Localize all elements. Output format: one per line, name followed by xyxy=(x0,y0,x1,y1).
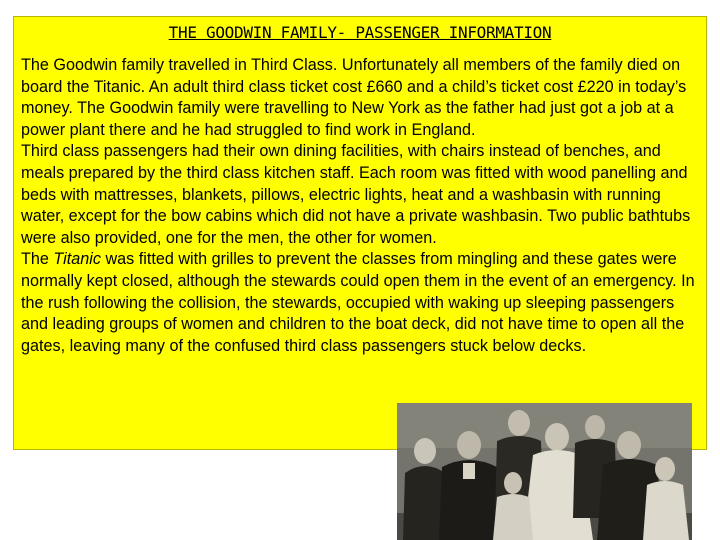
paragraph-third-class-facilities: Third class passengers had their own dining facilities, with chairs instead of benches, and meals prepared by the third class kitchen staff. Each room was fitted with wood panelling and beds with mattresses, blankets, pillows, electric lights, heat and a washbasin with running water, except for the bow cabins which did not have a private washbasin. Two public bathtubs were also provided, one for the men, the other for women. xyxy=(21,142,691,247)
page-title: THE GOODWIN FAMILY- PASSENGER INFORMATION xyxy=(168,23,552,42)
paragraph-grilles xyxy=(21,249,703,357)
family-photo xyxy=(397,403,692,540)
paragraph-grilles-suffix: was fitted with grilles to prevent the classes from mingling and these gates were normally kept closed, although the stewards could open them in the event of an emergency. In the rush following the collision, the stewards, occupied with waking up sleeping passengers and leading groups of women and children to the boat deck, did not have time to open all the gates, leaving many of the confused third class passengers stuck below decks. xyxy=(21,250,695,355)
body-text xyxy=(21,55,703,357)
paragraph-grilles-prefix: The xyxy=(21,250,54,269)
family-photo-image xyxy=(397,403,692,540)
ship-name: Titanic xyxy=(53,250,101,269)
paragraph-family: The Goodwin family travelled in Third Class. Unfortunately all members of the family died on board the Titanic. An adult third class ticket cost £660 and a child’s ticket cost £220 in today’s money. The Goodwin family were travelling to New York as the father had just got a job at a power plant there and he had struggled to find work in England. xyxy=(21,56,687,139)
info-panel xyxy=(13,16,707,450)
